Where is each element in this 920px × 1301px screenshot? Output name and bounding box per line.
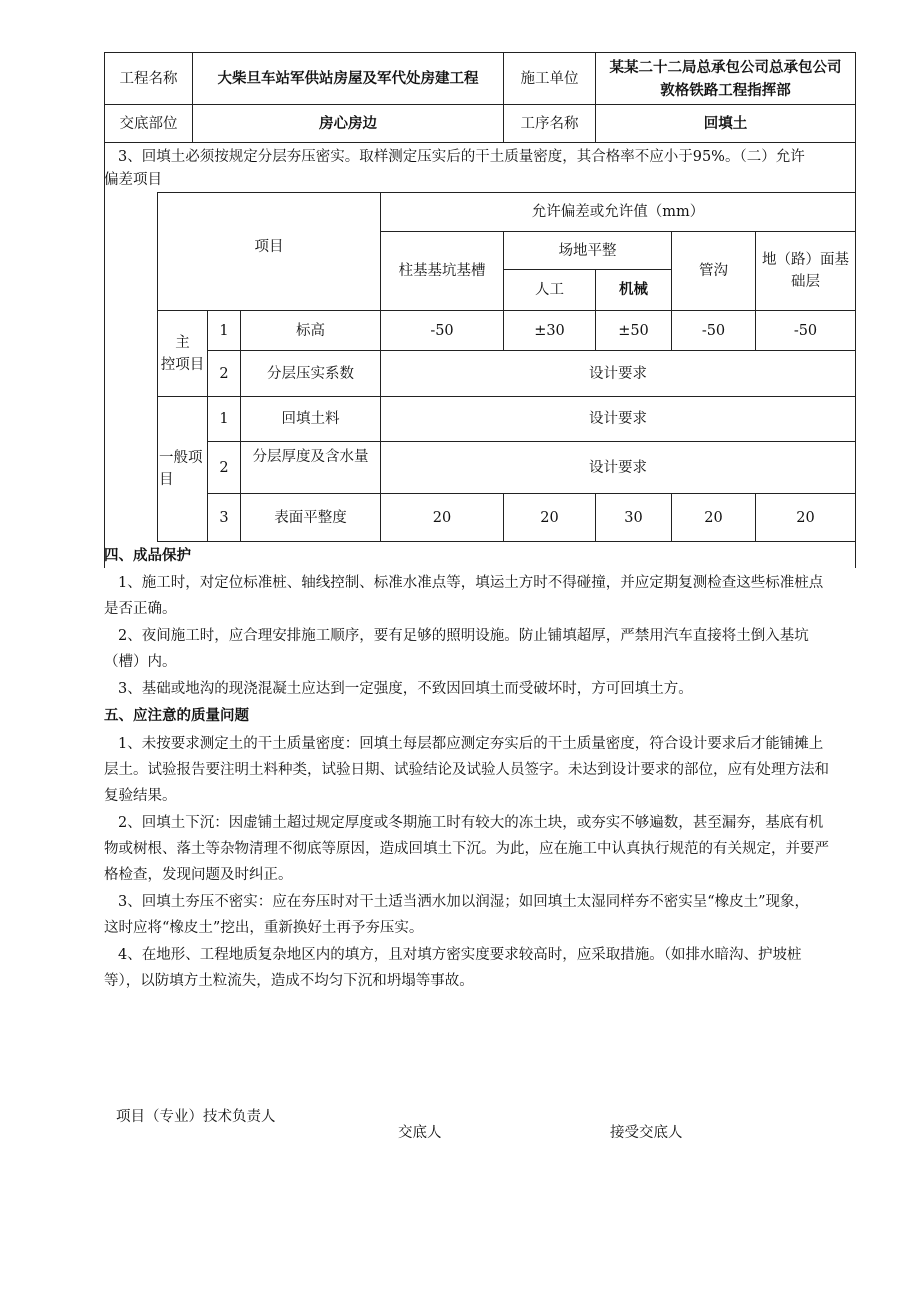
table-row-no: 3	[219, 509, 229, 526]
paragraph-line: 3、基础或地沟的现浇混凝土应达到一定强度，不致因回填土而受破坏时，方可回填土方。	[118, 681, 693, 697]
paragraph-line: 这时应将“橡皮土”挖出，重新换好土再予夯压实。	[104, 920, 424, 936]
section-5-paragraph-1	[104, 731, 856, 809]
paragraph-line: 层土。试验报告要注明土料种类，试验日期、试验结论及试验人员签字。未达到设计要求的部位，应有处理方法和	[104, 762, 829, 778]
section-5-title: 五、应注意的质量问题	[104, 707, 249, 724]
paragraph-line: （槽）内。	[104, 654, 177, 670]
intro-text-line-2: 偏差项目	[104, 172, 162, 188]
signature-presenter-label: 交底人	[398, 1125, 442, 1141]
paragraph-line: 格检查，发现问题及时纠正。	[104, 867, 293, 883]
paragraph-line: 2、夜间施工时，应合理安排施工顺序，要有足够的照明设施。防止铺填超厚，严禁用汽车直接将土倒入基坑	[118, 628, 809, 644]
intro-text-line-1: 3、回填土必须按规定分层夯压密实。取样测定压实后的干土质量密度，其合格率不应小于95%。（二）允许	[118, 149, 805, 165]
table-row-name: 标高	[296, 322, 325, 339]
general-group-label	[158, 397, 207, 541]
part-label: 交底部位	[119, 115, 178, 132]
table-row-no: 2	[219, 365, 229, 382]
contractor-label: 施工单位	[520, 70, 579, 87]
table-cell-value: ±30	[534, 322, 565, 339]
signature-tech-lead-label: 项目（专业）技术负责人	[116, 1109, 276, 1125]
table-cell-value: 20	[432, 509, 452, 526]
project-name-label: 工程名称	[119, 70, 178, 87]
table-cell-value: 20	[704, 509, 723, 526]
general-group-line-1: 一般项	[159, 450, 203, 466]
table-row-no: 2	[219, 459, 229, 476]
contractor-value	[596, 53, 855, 104]
paragraph-line: 4、在地形、工程地质复杂地区内的填方，且对填方密实度要求较高时，应采取措施。（如排水暗沟、护坡桩	[118, 947, 802, 963]
table-tolerance-header: 允许偏差或允许值（mm）	[531, 204, 705, 220]
contractor-line-1: 某某二十二局总承包公司总承包公司	[609, 58, 842, 76]
col-machine-header: 机械	[619, 281, 648, 298]
table-cell-value: 20	[540, 509, 559, 526]
process-value: 回填土	[703, 114, 748, 132]
col-road-header-line-2: 础层	[791, 274, 820, 290]
section-5-paragraph-2	[104, 810, 856, 888]
signature-receiver-label: 接受交底人	[610, 1125, 683, 1141]
col-site-header: 场地平整	[558, 242, 617, 259]
process-label: 工序名称	[520, 115, 579, 132]
section-4-paragraph-1	[104, 570, 856, 622]
intro-text	[104, 146, 854, 192]
main-control-group-label	[158, 311, 207, 396]
table-item-header: 项目	[254, 238, 284, 255]
paragraph-line: 等），以防填方土粒流失，造成不均匀下沉和坍塌等事故。	[104, 973, 474, 989]
design-requirement-cell: 设计要求	[589, 459, 647, 476]
paragraph-line: 是否正确。	[104, 601, 177, 617]
paragraph-line: 物或树根、落土等杂物清理不彻底等原因，造成回填土下沉。为此，应在施工中认真执行规范的有关规定，并要严	[104, 841, 829, 857]
table-cell-value: -50	[430, 322, 454, 339]
section-4-title: 四、成品保护	[104, 547, 191, 564]
design-requirement-cell: 设计要求	[589, 365, 647, 382]
table-row-name: 回填土料	[281, 411, 340, 427]
col-road-header	[756, 232, 855, 310]
section-5-paragraph-3	[104, 889, 856, 941]
col-manual-header: 人工	[535, 282, 564, 298]
table-row-no: 1	[219, 322, 229, 339]
table-row-name: 分层厚度及含水量	[252, 449, 369, 465]
section-4-paragraph-2	[104, 623, 856, 675]
contractor-line-2: 敦格铁路工程指挥部	[660, 81, 791, 99]
paragraph-line: 1、施工时，对定位标准桩、轴线控制、标准水准点等，填运土方时不得碰撞，并应定期复测检查这些标准桩点	[118, 575, 824, 591]
design-requirement-cell: 设计要求	[589, 411, 647, 427]
section-4-paragraph-3	[104, 676, 856, 702]
paragraph-line: 3、回填土夯压不密实：应在夯压时对干土适当洒水加以润湿；如回填土太湿同样夯不密实呈“橡皮土”现象，	[118, 894, 810, 910]
table-cell-value: ±50	[618, 322, 649, 339]
section-5-paragraph-4	[104, 942, 856, 994]
col-trench-header: 管沟	[699, 263, 728, 279]
main-control-group-line-1: 主	[175, 334, 190, 351]
table-row-no: 1	[219, 411, 229, 427]
main-control-group-line-2: 控项目	[160, 356, 205, 373]
paragraph-line: 1、未按要求测定土的干土质量密度：回填土每层都应测定夯实后的干土质量密度，符合设计要求后才能铺摊上	[118, 736, 824, 752]
part-value: 房心房边	[319, 114, 377, 132]
paragraph-line: 2、回填土下沉：因虚铺土超过规定厚度或冬期施工时有较大的冻土块，或夯实不够遍数，甚至漏夯，基底有机	[118, 815, 824, 831]
general-group-line-2: 目	[159, 472, 174, 488]
project-name-value: 大柴旦车站军供站房屋及军代处房建工程	[217, 69, 479, 87]
table-cell-value: -50	[701, 322, 726, 339]
col-pit-header: 柱基基坑基槽	[398, 263, 486, 279]
table-row-name: 表面平整度	[274, 509, 347, 526]
table-row-name: 分层压实系数	[267, 365, 354, 382]
table-cell-value: 30	[624, 509, 643, 526]
table-cell-value: 20	[796, 509, 815, 526]
col-road-header-line-1: 地（路）面基	[762, 252, 849, 268]
paragraph-line: 复验结果。	[104, 788, 177, 804]
table-cell-value: -50	[793, 322, 818, 339]
